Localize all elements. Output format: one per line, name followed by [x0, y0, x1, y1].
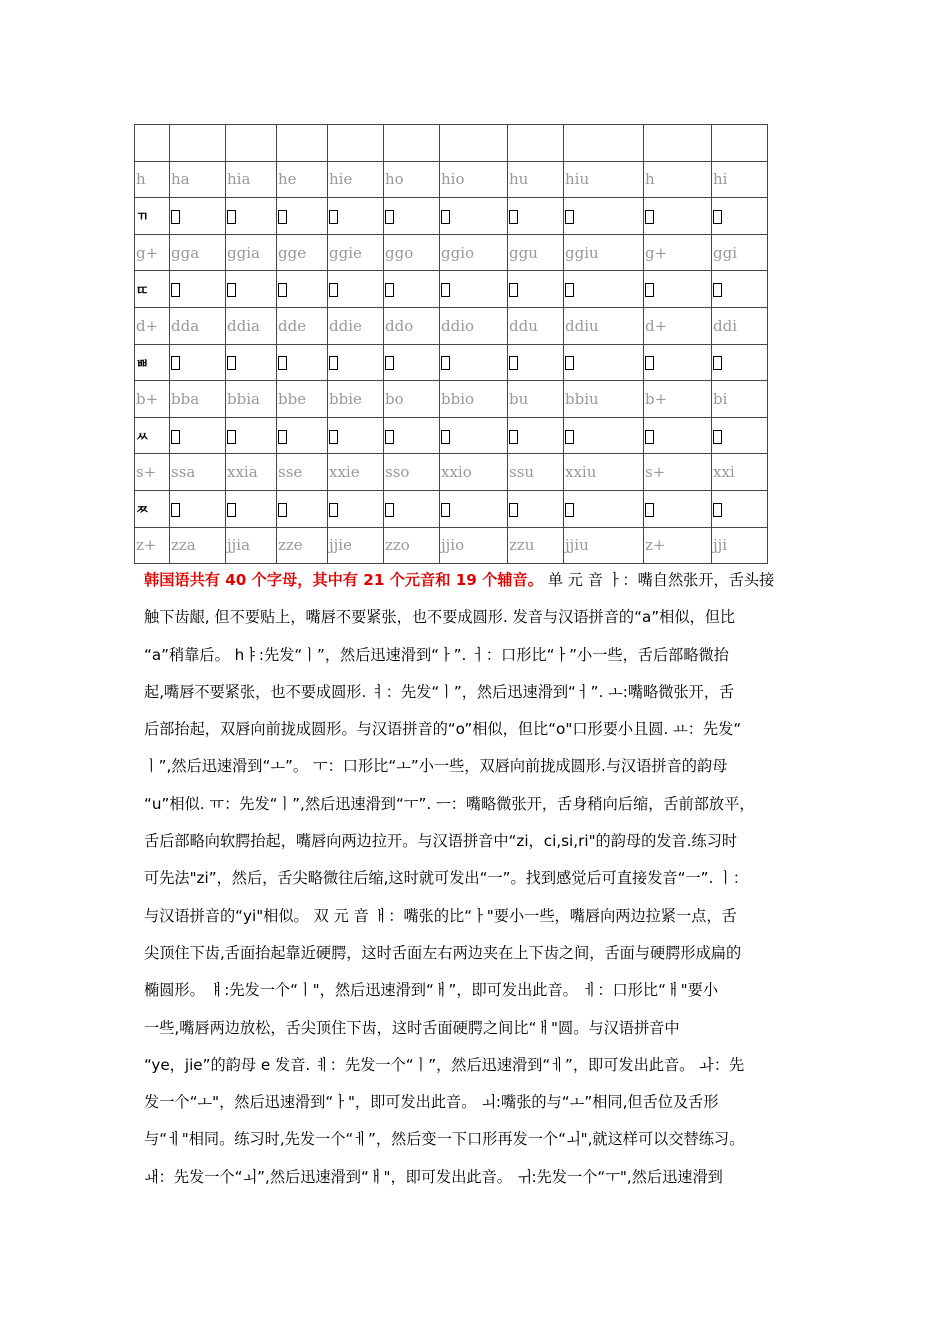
romanization-cell: xxio	[440, 454, 508, 491]
header-cell	[440, 125, 508, 162]
missing-glyph-icon	[509, 283, 518, 297]
missing-glyph-icon	[713, 356, 722, 370]
romanization-cell: xxia	[226, 454, 277, 491]
missing-glyph-icon	[441, 356, 450, 370]
missing-glyph-icon	[441, 430, 450, 444]
romanization-cell: sse	[277, 454, 328, 491]
romanization-cell: zzu	[508, 527, 564, 564]
romanization-cell: s+	[135, 454, 170, 491]
missing-glyph-icon	[278, 210, 287, 224]
romanization-cell: bbia	[226, 381, 277, 418]
glyph-cell	[384, 271, 440, 308]
missing-glyph-icon	[509, 430, 518, 444]
intro-rest: 单 元 音 ㅏ：嘴自然张开，舌头接	[542, 571, 775, 589]
glyph-cell	[170, 271, 226, 308]
glyph-cell	[384, 198, 440, 235]
romanization-cell: z+	[644, 527, 712, 564]
text-line: ㅣ”,然后迅速滑到“ㅗ”。 ㅜ：口形比“ㅗ”小一些，双唇向前拢成圆形.与汉语拼音的韵母	[144, 757, 728, 776]
romanization-cell: dda	[170, 307, 226, 344]
romanization-cell: d+	[135, 307, 170, 344]
glyph-cell	[564, 490, 644, 527]
missing-glyph-icon	[278, 283, 287, 297]
glyph-cell	[508, 271, 564, 308]
missing-glyph-icon	[713, 210, 722, 224]
text-line: 可先法"zi”，然后，舌尖略微往后缩,这时就可发出“一”。找到感觉后可直接发音“一”. ㅣ：	[144, 869, 749, 888]
missing-glyph-icon	[171, 210, 180, 224]
glyph-cell	[644, 198, 712, 235]
text-line: 一些,嘴唇两边放松，舌尖顶住下齿，这时舌面硬腭之间比“ㅐ"圆。与汉语拼音中	[144, 1018, 680, 1037]
header-cell	[170, 125, 226, 162]
romanization-cell: ddio	[440, 307, 508, 344]
romanization-row	[135, 527, 768, 564]
romanization-cell: jjio	[440, 527, 508, 564]
header-cell	[328, 125, 384, 162]
romanization-cell: bbe	[277, 381, 328, 418]
glyph-cell	[226, 417, 277, 454]
glyph-cell	[712, 198, 768, 235]
header-cell	[564, 125, 644, 162]
missing-glyph-icon	[171, 356, 180, 370]
missing-glyph-icon	[227, 430, 236, 444]
romanization-cell: bo	[384, 381, 440, 418]
missing-glyph-icon	[385, 503, 394, 517]
romanization-cell: ggiu	[564, 234, 644, 271]
romanization-cell: ho	[384, 161, 440, 198]
missing-glyph-icon	[713, 430, 722, 444]
double-consonant-label: ㅉ	[135, 490, 170, 527]
romanization-cell: ggu	[508, 234, 564, 271]
glyph-cell	[644, 490, 712, 527]
double-consonant-label: ㅃ	[135, 344, 170, 381]
glyph-cell	[508, 417, 564, 454]
missing-glyph-icon	[329, 210, 338, 224]
missing-glyph-icon	[278, 356, 287, 370]
missing-glyph-icon	[385, 283, 394, 297]
romanization-row	[135, 234, 768, 271]
glyph-cell	[712, 417, 768, 454]
romanization-cell: z+	[135, 527, 170, 564]
romanization-cell: h	[644, 161, 712, 198]
glyph-cell	[384, 490, 440, 527]
text-line: 与“ㅔ"相同。练习时,先发一个“ㅔ”，然后变一下口形再发一个“ㅚ",就这样可以交替练习。	[144, 1130, 745, 1149]
missing-glyph-icon	[329, 283, 338, 297]
missing-glyph-icon	[171, 283, 180, 297]
table-body	[135, 125, 768, 564]
text-line: “a”稍靠后。 hㅑ:先发“ㅣ”，然后迅速滑到“ㅏ”. ㅓ：口形比“ㅏ”小一些，舌后部略微抬	[144, 645, 729, 664]
romanization-cell: s+	[644, 454, 712, 491]
table-header-row	[135, 125, 768, 162]
missing-glyph-icon	[509, 210, 518, 224]
romanization-cell: jji	[712, 527, 768, 564]
header-cell	[712, 125, 768, 162]
glyph-cell	[277, 271, 328, 308]
romanization-cell: h	[135, 161, 170, 198]
double-consonant-label: ㅆ	[135, 417, 170, 454]
glyph-cell	[170, 490, 226, 527]
pronunciation-text	[144, 562, 824, 1196]
header-cell	[384, 125, 440, 162]
romanization-cell: hiu	[564, 161, 644, 198]
glyph-cell	[328, 490, 384, 527]
glyph-cell	[644, 344, 712, 381]
romanization-cell: g+	[135, 234, 170, 271]
korean-letter-row	[135, 198, 768, 235]
romanization-row	[135, 161, 768, 198]
romanization-cell: bu	[508, 381, 564, 418]
romanization-cell: hie	[328, 161, 384, 198]
missing-glyph-icon	[171, 430, 180, 444]
glyph-cell	[564, 271, 644, 308]
glyph-cell	[328, 344, 384, 381]
glyph-cell	[226, 271, 277, 308]
romanization-cell: g+	[644, 234, 712, 271]
glyph-cell	[440, 417, 508, 454]
glyph-cell	[644, 417, 712, 454]
text-line: “u”相似. ㅠ：先发“ㅣ”,然后迅速滑到“ㅜ”. ㅡ：嘴略微张开，舌身稍向后缩，舌前部放平，	[144, 794, 755, 813]
text-line: 舌后部略向软腭抬起，嘴唇向两边拉开。与汉语拼音中“zi，ci,si,ri"的韵母的发音.练习时	[144, 832, 738, 851]
missing-glyph-icon	[278, 430, 287, 444]
glyph-cell	[712, 490, 768, 527]
glyph-cell	[440, 198, 508, 235]
missing-glyph-icon	[565, 356, 574, 370]
missing-glyph-icon	[645, 503, 654, 517]
romanization-cell: bbio	[440, 381, 508, 418]
glyph-cell	[508, 490, 564, 527]
glyph-cell	[644, 271, 712, 308]
romanization-cell: hi	[712, 161, 768, 198]
missing-glyph-icon	[645, 210, 654, 224]
romanization-cell: xxie	[328, 454, 384, 491]
glyph-cell	[277, 417, 328, 454]
missing-glyph-icon	[329, 430, 338, 444]
glyph-cell	[328, 417, 384, 454]
missing-glyph-icon	[441, 210, 450, 224]
romanization-cell: ggia	[226, 234, 277, 271]
romanization-cell: ggi	[712, 234, 768, 271]
romanization-cell: he	[277, 161, 328, 198]
romanization-cell: jjie	[328, 527, 384, 564]
korean-letter-row	[135, 490, 768, 527]
header-cell	[277, 125, 328, 162]
glyph-cell	[226, 198, 277, 235]
text-line: 后部抬起，双唇向前拢成圆形。与汉语拼音的“o”相似，但比“o"口形要小且圆. ㅛ：先发“	[144, 720, 742, 739]
missing-glyph-icon	[385, 356, 394, 370]
romanization-cell: b+	[644, 381, 712, 418]
romanization-cell: ddie	[328, 307, 384, 344]
text-line: 尖顶住下齿,舌面抬起靠近硬腭，这时舌面左右两边夹在上下齿之间，舌面与硬腭形成扁的	[144, 943, 742, 962]
romanization-cell: ddiu	[564, 307, 644, 344]
romanization-cell: ssu	[508, 454, 564, 491]
missing-glyph-icon	[645, 283, 654, 297]
romanization-cell: hio	[440, 161, 508, 198]
glyph-cell	[277, 344, 328, 381]
romanization-cell: zze	[277, 527, 328, 564]
romanization-cell: jjia	[226, 527, 277, 564]
missing-glyph-icon	[565, 430, 574, 444]
glyph-cell	[712, 271, 768, 308]
romanization-cell: d+	[644, 307, 712, 344]
romanization-row	[135, 307, 768, 344]
romanization-cell: ddu	[508, 307, 564, 344]
romanization-table	[134, 124, 768, 564]
korean-letter-row	[135, 417, 768, 454]
romanization-cell: jjiu	[564, 527, 644, 564]
glyph-cell	[440, 344, 508, 381]
glyph-cell	[170, 344, 226, 381]
romanization-cell: hu	[508, 161, 564, 198]
glyph-cell	[226, 344, 277, 381]
romanization-cell: bbie	[328, 381, 384, 418]
double-consonant-label: ㄲ	[135, 198, 170, 235]
romanization-cell: zzo	[384, 527, 440, 564]
missing-glyph-icon	[227, 503, 236, 517]
header-cell	[226, 125, 277, 162]
header-cell	[135, 125, 170, 162]
romanization-row	[135, 381, 768, 418]
romanization-cell: ddi	[712, 307, 768, 344]
missing-glyph-icon	[565, 210, 574, 224]
romanization-cell: ggio	[440, 234, 508, 271]
missing-glyph-icon	[385, 210, 394, 224]
alphabet-summary: 韩国语共有 40 个字母，其中有 21 个元音和 19 个辅音。	[144, 571, 543, 589]
romanization-cell: sso	[384, 454, 440, 491]
glyph-cell	[508, 344, 564, 381]
glyph-cell	[226, 490, 277, 527]
header-cell	[644, 125, 712, 162]
glyph-cell	[328, 271, 384, 308]
romanization-cell: hia	[226, 161, 277, 198]
text-line: ㅙ：先发一个“ㅚ”,然后迅速滑到“ㅐ"，即可发出此音。 ㅟ:先发一个“ㅜ",然后迅速滑到	[144, 1167, 723, 1186]
glyph-cell	[384, 344, 440, 381]
header-cell	[508, 125, 564, 162]
romanization-cell: zza	[170, 527, 226, 564]
missing-glyph-icon	[385, 430, 394, 444]
glyph-cell	[277, 490, 328, 527]
missing-glyph-icon	[509, 356, 518, 370]
korean-letter-row	[135, 271, 768, 308]
romanization-cell: dde	[277, 307, 328, 344]
missing-glyph-icon	[565, 283, 574, 297]
missing-glyph-icon	[227, 356, 236, 370]
glyph-cell	[384, 417, 440, 454]
missing-glyph-icon	[713, 503, 722, 517]
glyph-cell	[328, 198, 384, 235]
text-line: 触下齿龈, 但不要贴上，嘴唇不要紧张，也不要成圆形. 发音与汉语拼音的“a”相似，但比	[144, 608, 736, 627]
romanization-cell: ggo	[384, 234, 440, 271]
romanization-cell: ggie	[328, 234, 384, 271]
romanization-cell: ddo	[384, 307, 440, 344]
romanization-cell: gga	[170, 234, 226, 271]
glyph-cell	[277, 198, 328, 235]
romanization-cell: bi	[712, 381, 768, 418]
glyph-cell	[712, 344, 768, 381]
missing-glyph-icon	[441, 503, 450, 517]
missing-glyph-icon	[227, 283, 236, 297]
missing-glyph-icon	[565, 503, 574, 517]
missing-glyph-icon	[227, 210, 236, 224]
missing-glyph-icon	[441, 283, 450, 297]
text-line: “ye，jie”的韵母 e 发音. ㅖ：先发一个“ㅣ”，然后迅速滑到“ㅔ”，即可发出此音。 ㅘ：先	[144, 1055, 745, 1074]
romanization-cell: gge	[277, 234, 328, 271]
glyph-cell	[564, 344, 644, 381]
missing-glyph-icon	[171, 503, 180, 517]
romanization-cell: bbiu	[564, 381, 644, 418]
missing-glyph-icon	[329, 356, 338, 370]
missing-glyph-icon	[509, 503, 518, 517]
missing-glyph-icon	[329, 503, 338, 517]
glyph-cell	[440, 490, 508, 527]
text-line: 起,嘴唇不要紧张，也不要成圆形. ㅕ：先发“ㅣ”，然后迅速滑到“ㅓ”. ㅗ:嘴略微张开，舌	[144, 682, 735, 701]
romanization-cell: bba	[170, 381, 226, 418]
missing-glyph-icon	[713, 283, 722, 297]
romanization-cell: ssa	[170, 454, 226, 491]
text-line	[144, 562, 824, 599]
glyph-cell	[564, 198, 644, 235]
romanization-cell: ddia	[226, 307, 277, 344]
glyph-cell	[170, 417, 226, 454]
romanization-cell: b+	[135, 381, 170, 418]
glyph-cell	[508, 198, 564, 235]
romanization-cell: xxi	[712, 454, 768, 491]
missing-glyph-icon	[645, 430, 654, 444]
text-line: 发一个“ㅗ"，然后迅速滑到“ㅏ"，即可发出此音。 ㅚ:嘴张的与“ㅗ”相同,但舌位及舌形	[144, 1093, 719, 1112]
glyph-cell	[170, 198, 226, 235]
korean-letter-row	[135, 344, 768, 381]
romanization-row	[135, 454, 768, 491]
glyph-cell	[440, 271, 508, 308]
romanization-cell: ha	[170, 161, 226, 198]
double-consonant-label: ㄸ	[135, 271, 170, 308]
text-line: 与汉语拼音的“yi"相似。 双 元 音 ㅐ：嘴张的比“ㅏ"要小一些，嘴唇向两边拉紧一点，舌	[144, 906, 737, 925]
missing-glyph-icon	[278, 503, 287, 517]
missing-glyph-icon	[645, 356, 654, 370]
romanization-cell: xxiu	[564, 454, 644, 491]
glyph-cell	[564, 417, 644, 454]
text-line: 椭圆形。 ㅒ:先发一个“ㅣ"，然后迅速滑到“ㅐ”，即可发出此音。 ㅔ：口形比“ㅐ"要小	[144, 981, 719, 1000]
